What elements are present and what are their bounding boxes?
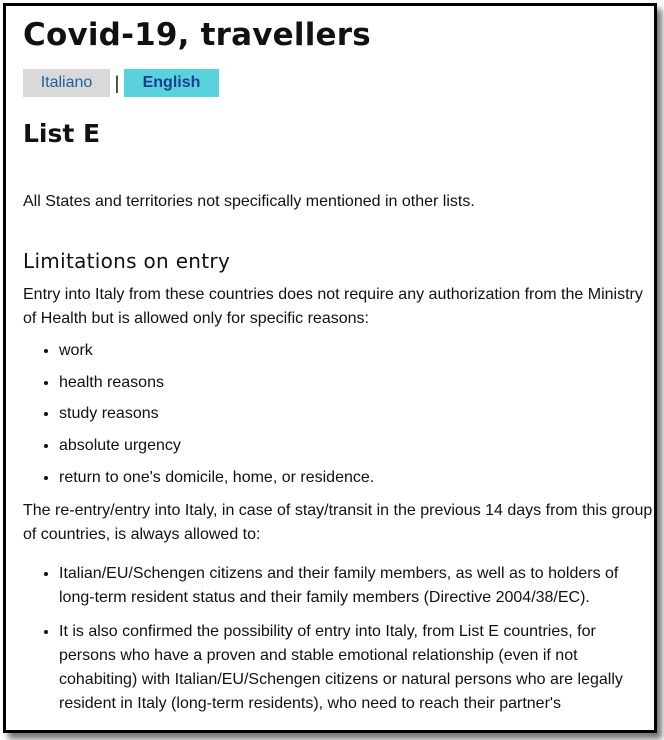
- list-item: • absolute urgency: [59, 434, 653, 458]
- language-switcher: [23, 69, 653, 97]
- language-italian-button[interactable]: Italiano: [23, 69, 110, 97]
- list-item: • It is also confirmed the possibility of entry into Italy, from List E countries, for persons who have a proven and stable emotional relationship (even if not cohabiting) with Italian/EU/Schengen citizens or natural persons who are legally resident in Italy (long-term residents), who need to reach their partner's: [59, 620, 653, 716]
- page-title: Covid-19, travellers: [23, 17, 371, 53]
- language-separator: |: [114, 72, 120, 93]
- reasons-list: [23, 339, 653, 490]
- screenshot-frame: [3, 3, 657, 733]
- list-item: • work: [59, 339, 653, 363]
- limitations-paragraph: Entry into Italy from these countries does not require any authorization from the Ministry of Health but is allowed only for specific reasons:: [23, 286, 643, 327]
- list-item: • study reasons: [59, 402, 653, 426]
- language-english-button[interactable]: English: [124, 69, 219, 97]
- list-item: • health reasons: [59, 371, 653, 395]
- list-item: • Italian/EU/Schengen citizens and their family members, as well as to holders of long-term resident status and their family members (Directive 2004/38/EC).: [59, 562, 653, 610]
- list-item: • return to one's domicile, home, or residence.: [59, 466, 653, 490]
- allowed-list: [23, 562, 653, 716]
- intro-paragraph: All States and territories not specifically mentioned in other lists.: [23, 193, 475, 210]
- reentry-paragraph: The re-entry/entry into Italy, in case of stay/transit in the previous 14 days from this group of countries, is always allowed to:: [23, 501, 653, 543]
- page-content: [23, 10, 653, 726]
- list-title: List E: [23, 119, 101, 148]
- section-title-limitations: Limitations on entry: [23, 249, 231, 273]
